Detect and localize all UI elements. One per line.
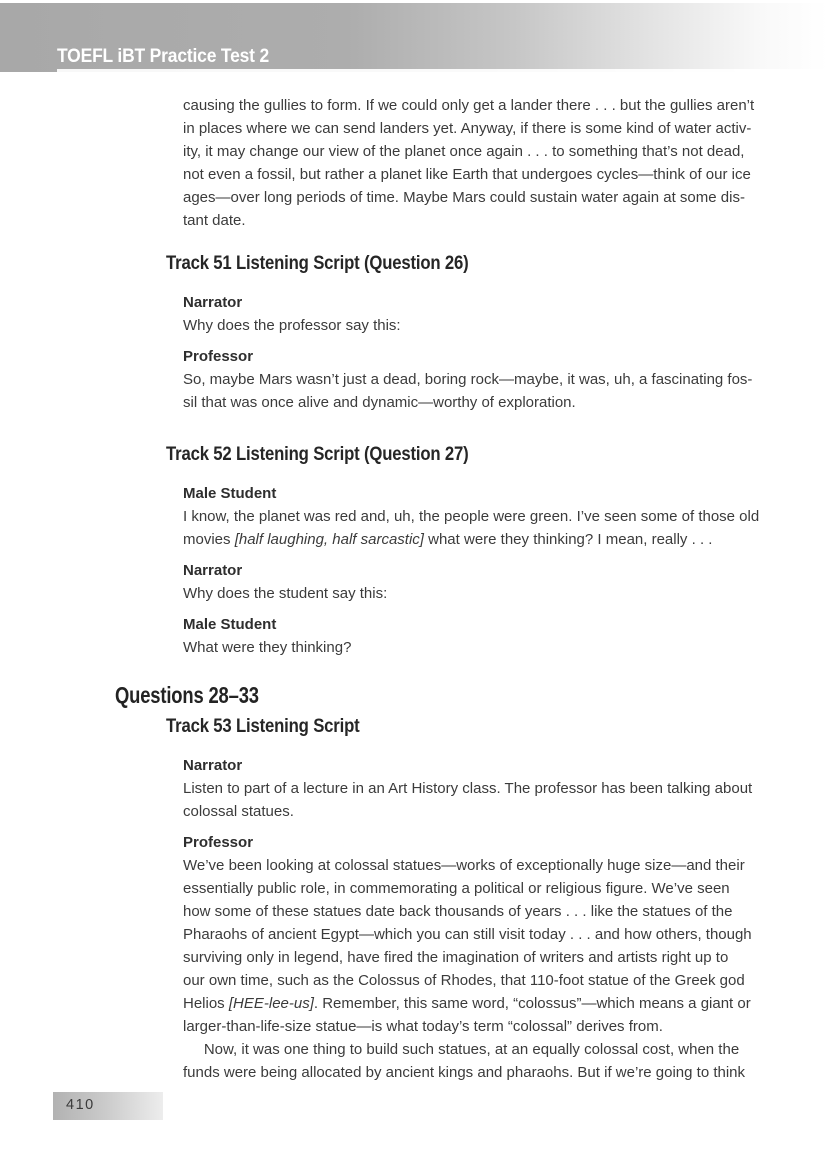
track-53-heading: Track 53 Listening Script — [166, 716, 360, 737]
speaker-label: Professor — [183, 348, 254, 365]
page-content — [115, 94, 775, 1092]
page-number-badge — [53, 1092, 163, 1120]
speaker-label: Narrator — [183, 294, 243, 311]
speaker-label: Male Student — [183, 616, 277, 633]
page-header-title: TOEFL iBT Practice Test 2 — [57, 46, 270, 67]
header-underline — [57, 69, 828, 72]
speech-text: I know, the planet was red and, uh, the people were green. I’ve seen some of those old movies [half laughing, half sarcastic] what were they thinking? I mean, really . . . — [183, 508, 760, 548]
speech-block — [183, 831, 775, 1084]
speech-block — [183, 345, 775, 414]
speech-text: Why does the professor say this: — [183, 317, 401, 334]
page-number: 410 — [66, 1097, 95, 1113]
speaker-label: Narrator — [183, 757, 243, 774]
speech-block — [183, 754, 775, 823]
speaker-label: Professor — [183, 834, 254, 851]
speech-block — [183, 613, 775, 659]
section-track-51 — [166, 253, 775, 414]
speech-block — [183, 559, 775, 605]
track-51-heading: Track 51 Listening Script (Question 26) — [166, 253, 469, 274]
speech-text: Listen to part of a lecture in an Art History class. The professor has been talking about colossal statues. — [183, 780, 753, 820]
section-track-53 — [166, 716, 775, 1084]
speech-text: We’ve been looking at colossal statues—works of exceptionally huge size—and their essentially public role, in commemorating a political or religious figure. We’ve seen how some of these statues date back thousands of years . . . like the statues of the Pharaohs of ancient Egypt—which you can still visit today . . . and how others, though surviving only in legend, have fired the imagination of writers and artists right up to our own time, such as the Colossus of Rhodes, that 110-foot statue of the Greek god Helios [HEE-lee-us]. Remember, this same word, “colossus”—which means a giant or larger-than-life-size statue—is what today’s term “colossal” derives from. Now, it was one thing to build such statues, at an equally colossal cost, when the funds were being allocated by ancient kings and pharaohs. But if we’re going to think — [183, 857, 752, 1081]
speech-text: So, maybe Mars wasn’t just a dead, boring rock—maybe, it was, uh, a fascinating fos- sil that was once alive and dynamic—worthy of exploration. — [183, 371, 753, 411]
speech-text: What were they thinking? — [183, 639, 352, 656]
speech-text: Why does the student say this: — [183, 585, 388, 602]
header-bar — [0, 3, 828, 72]
speaker-label: Male Student — [183, 485, 277, 502]
questions-28-33-heading: Questions 28–33 — [115, 682, 259, 708]
speech-block — [183, 482, 775, 551]
section-track-52 — [166, 444, 775, 659]
speaker-label: Narrator — [183, 562, 243, 579]
intro-paragraph: causing the gullies to form. If we could only get a lander there . . . but the gullies aren’t in places where we can send landers yet. Anyway, if there is some kind of water activ- ity, it may change our view of the planet once again . . . to something that’s not dead, not even a fossil, but rather a planet like Earth that undergoes cycles—think of our ice ages—over long periods of time. Maybe Mars could sustain water again at some dis- tant date. — [183, 97, 755, 229]
track-52-heading: Track 52 Listening Script (Question 27) — [166, 444, 469, 465]
speech-block — [183, 291, 775, 337]
